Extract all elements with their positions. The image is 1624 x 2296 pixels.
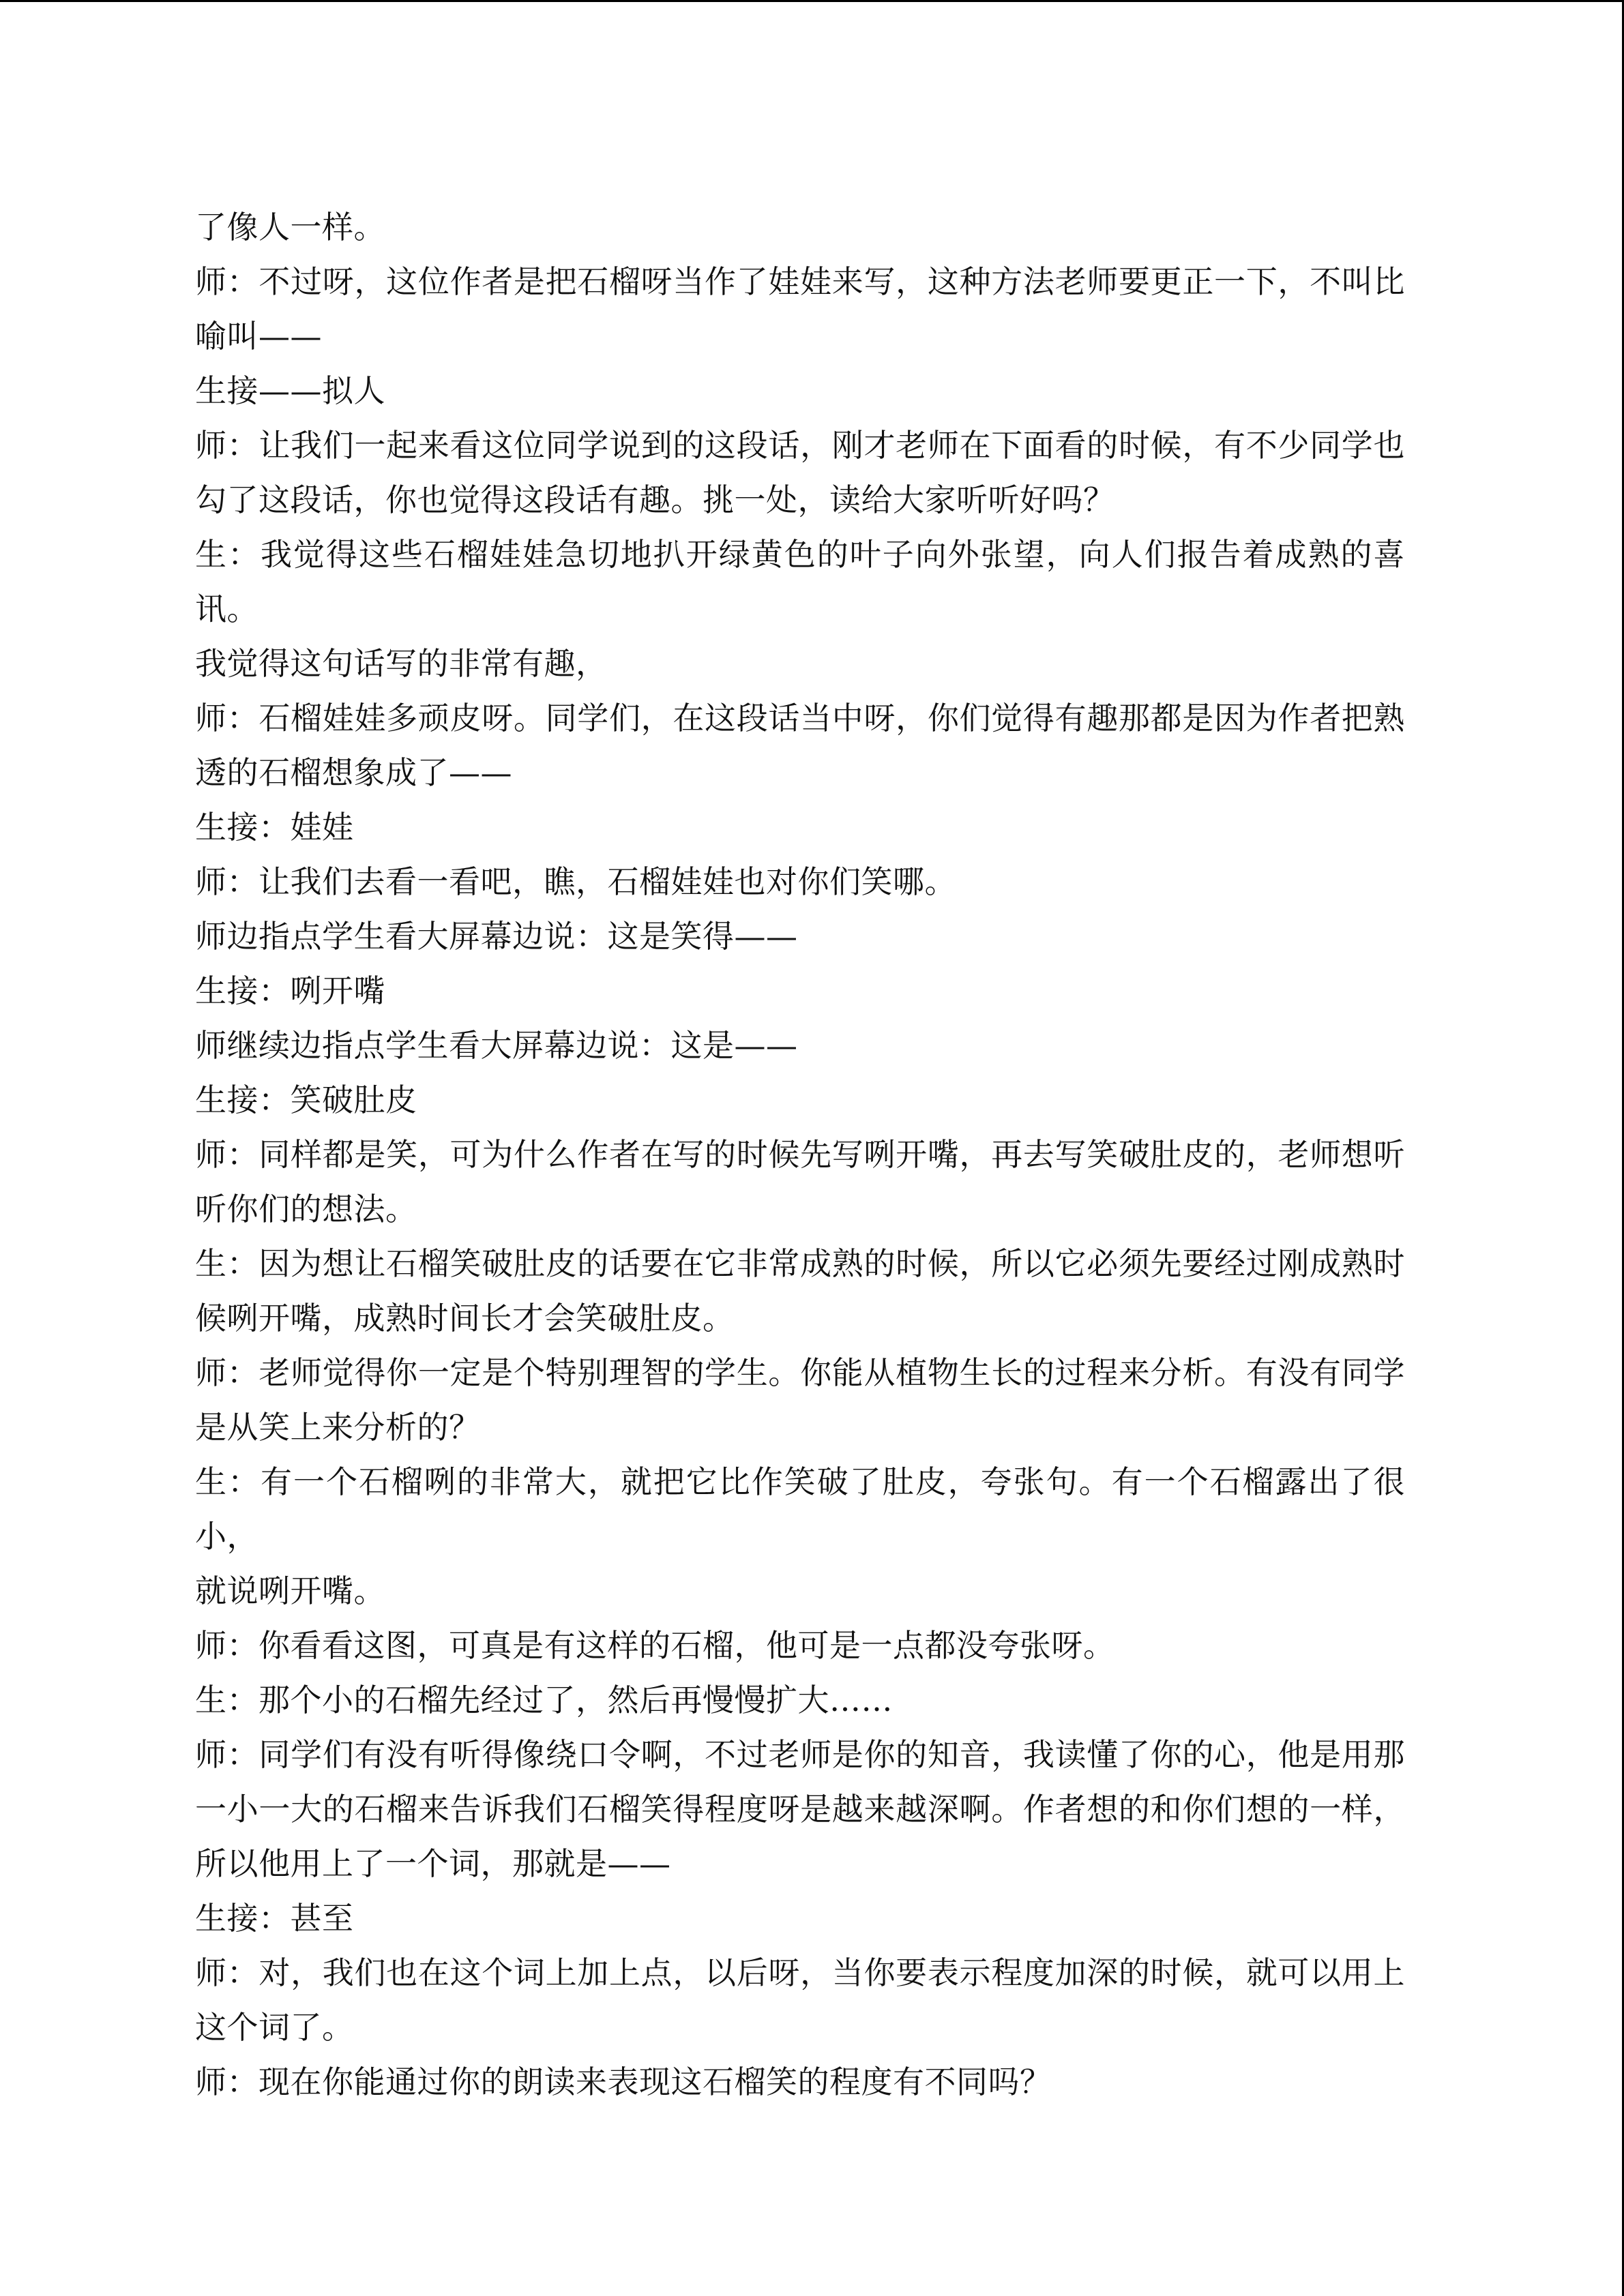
paragraph: 生接：咧开嘴 — [195, 972, 385, 1009]
paragraph: 师：你看看这图，可真是有这样的石榴，他可是一点都没夸张呀。 — [195, 1627, 1115, 1664]
paragraph: 师边指点学生看大屏幕边说：这是笑得—— — [195, 918, 798, 955]
paragraph: 生接：甚至 — [195, 1900, 354, 1937]
paragraph: 师：让我们一起来看这位同学说到的这段话，刚才老师在下面看的时候，有不少同学也勾了这段话，你也觉得这段话有趣。挑一处，读给大家听听好吗？ — [195, 427, 1405, 518]
paragraph: 师：不过呀，这位作者是把石榴呀当作了娃娃来写，这种方法老师要更正一下，不叫比喻叫—— — [195, 263, 1405, 355]
paragraph: 师：让我们去看一看吧，瞧，石榴娃娃也对你们笑哪。 — [195, 863, 956, 900]
paragraph: 师：石榴娃娃多顽皮呀。同学们，在这段话当中呀，你们觉得有趣那都是因为作者把熟透的石榴想象成了—— — [195, 700, 1405, 791]
paragraph: 师：现在你能通过你的朗读来表现这石榴笑的程度有不同吗？ — [195, 2063, 1052, 2100]
paragraph: 生：那个小的石榴先经过了，然后再慢慢扩大…… — [195, 1682, 893, 1718]
paragraph: 就说咧开嘴。 — [195, 1572, 385, 1609]
paragraph: 生：我觉得这些石榴娃娃急切地扒开绿黄色的叶子向外张望，向人们报告着成熟的喜讯。 — [195, 536, 1405, 627]
paragraph: 生接：娃娃 — [195, 809, 354, 846]
paragraph: 师继续边指点学生看大屏幕边说：这是—— — [195, 1027, 798, 1064]
paragraph: 我觉得这句话写的非常有趣， — [195, 645, 608, 682]
paragraph: 生接：笑破肚皮 — [195, 1082, 417, 1118]
document-body — [195, 200, 1405, 2109]
paragraph: 师：同样都是笑，可为什么作者在写的时候先写咧开嘴，再去写笑破肚皮的，老师想听听你们的想法。 — [195, 1136, 1405, 1227]
paragraph: 师：对，我们也在这个词上加上点，以后呀，当你要表示程度加深的时候，就可以用上这个词了。 — [195, 1954, 1405, 2046]
paragraph: 生接——拟人 — [195, 372, 385, 409]
paragraph: 了像人一样。 — [195, 209, 385, 245]
paragraph: 生：有一个石榴咧的非常大，就把它比作笑破了肚皮，夸张句。有一个石榴露出了很小， — [195, 1463, 1405, 1555]
paragraph: 师：老师觉得你一定是个特别理智的学生。你能从植物生长的过程来分析。有没有同学是从笑上来分析的？ — [195, 1354, 1405, 1446]
paragraph: 生：因为想让石榴笑破肚皮的话要在它非常成熟的时候，所以它必须先要经过刚成熟时候咧开嘴，成熟时间长才会笑破肚皮。 — [195, 1245, 1405, 1337]
paragraph: 师：同学们有没有听得像绕口令啊，不过老师是你的知音，我读懂了你的心，他是用那一小一大的石榴来告诉我们石榴笑得程度呀是越来越深啊。作者想的和你们想的一样，所以他用上了一个词，那就是—— — [195, 1736, 1405, 1882]
